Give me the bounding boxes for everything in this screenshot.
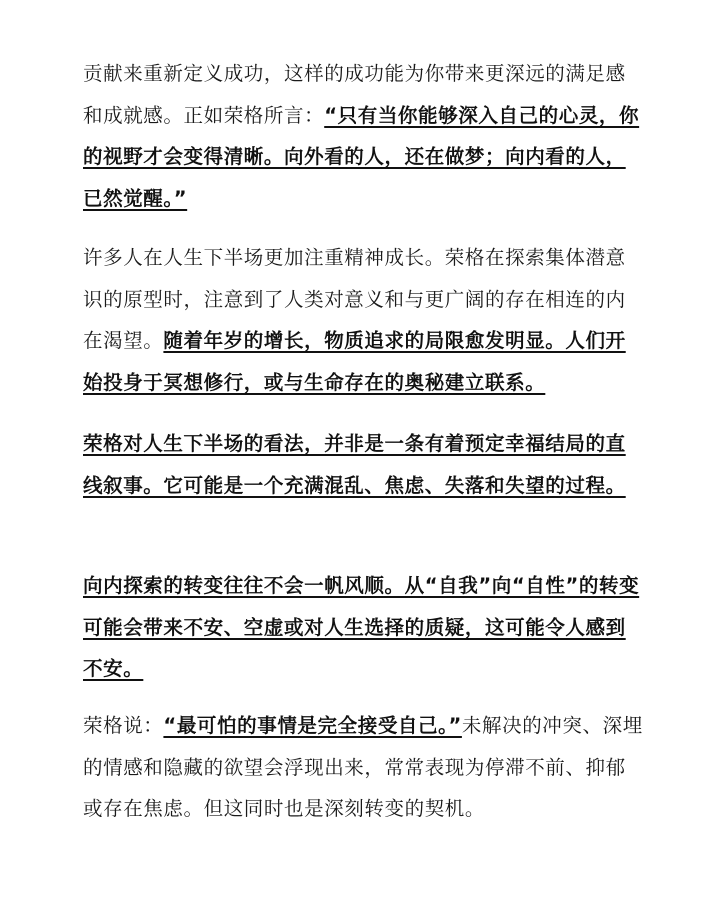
paragraph-2-text: 许多人在人生下半场更加注重精神成长。荣格在探索集体潜意识的原型时，注意到了人类对意义和与更广阔的存在相连的内在渴望。 xyxy=(83,246,626,352)
paragraph-4-emphasis: 向内探索的转变往往不会一帆风顺。从“自我”向“自性”的转变可能会带来不安、空虚或对人生选择的质疑，这可能令人感到不安。 xyxy=(83,574,640,680)
paragraph-1 xyxy=(83,53,643,219)
paragraph-1-text: 贡献来重新定义成功，这样的成功能为你带来更深远的满足感和成就感。正如荣格所言： xyxy=(83,62,626,127)
paragraph-5-lead: 荣格说： xyxy=(83,714,164,737)
paragraph-4 xyxy=(83,565,643,690)
paragraph-2-emphasis: 随着年岁的增长，物质追求的局限愈发明显。人们开始投身于冥想修行，或与生命存在的奥秘建立联系。 xyxy=(83,329,626,394)
paragraph-3-emphasis: 荣格对人生下半场的看法，并非是一条有着预定幸福结局的直线叙事。它可能是一个充满混乱、焦虑、失落和失望的过程。 xyxy=(83,432,626,497)
jung-quote-inner-vision: “只有当你能够深入自己的心灵，你的视野才会变得清晰。向外看的人，还在做梦；向内看的人，已然觉醒。” xyxy=(83,103,640,210)
paragraph-5-text: 未解决的冲突、深埋的情感和隐藏的欲望会浮现出来，常常表现为停滞不前、抑郁或存在焦虑。但这同时也是深刻转变的契机。 xyxy=(83,714,643,820)
paragraph-3 xyxy=(83,423,643,506)
paragraph-2 xyxy=(83,237,643,403)
jung-quote-self-acceptance: “最可怕的事情是完全接受自己。” xyxy=(163,714,462,737)
paragraph-5 xyxy=(83,705,643,830)
